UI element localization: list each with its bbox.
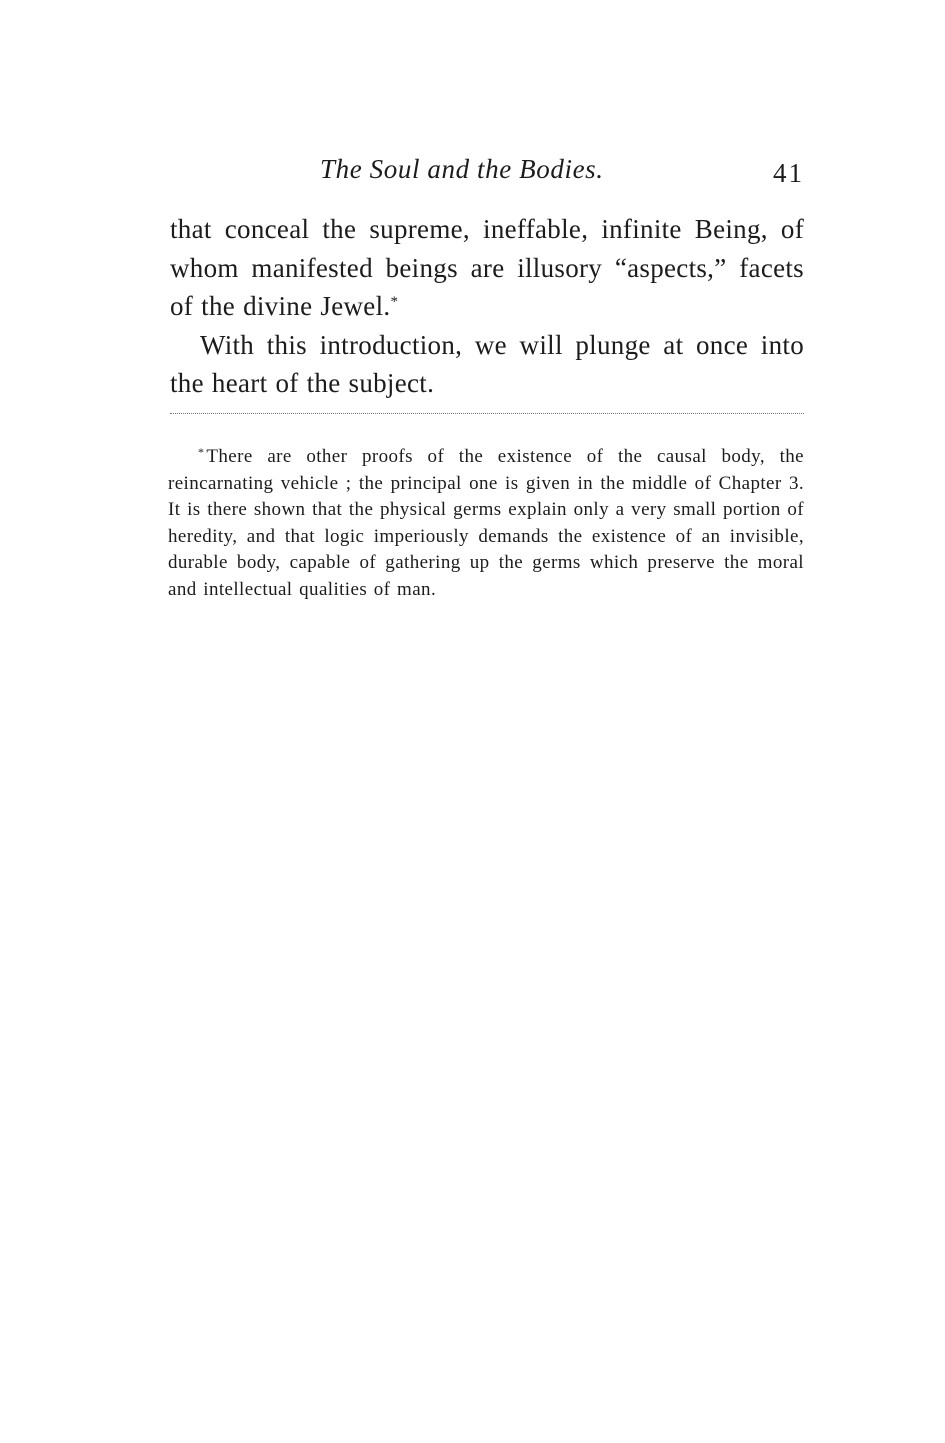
paragraph (170, 210, 804, 326)
page-number: 41 (773, 158, 804, 188)
running-title: The Soul and the Bodies. (320, 154, 604, 184)
paragraph: With this introduction, we will plunge at once into the heart of the subject. (170, 329, 804, 398)
footnote-divider (170, 413, 804, 414)
footnote (168, 444, 804, 603)
footnote-text: There are other proofs of the existence of the causal body, the reincarnating vehicle ; the principal one is given in the middle of Chapter 3. It is there shown that the physical germs explain only a very small portion of heredity, and that logic imperiously demands the existence of an invisible, durable body, capable of gathering up the germs which preserve the moral and intellectual qualities of man. (168, 446, 804, 600)
footnote-reference: * (390, 294, 399, 310)
body-text (170, 210, 804, 403)
paragraph-text: that conceal the supreme, ineffable, infinite Being, of whom manifested beings are illusory “aspects,” facets of the divine Jewel. (170, 214, 804, 321)
footnote-marker: * (198, 445, 205, 459)
running-head (168, 152, 804, 196)
